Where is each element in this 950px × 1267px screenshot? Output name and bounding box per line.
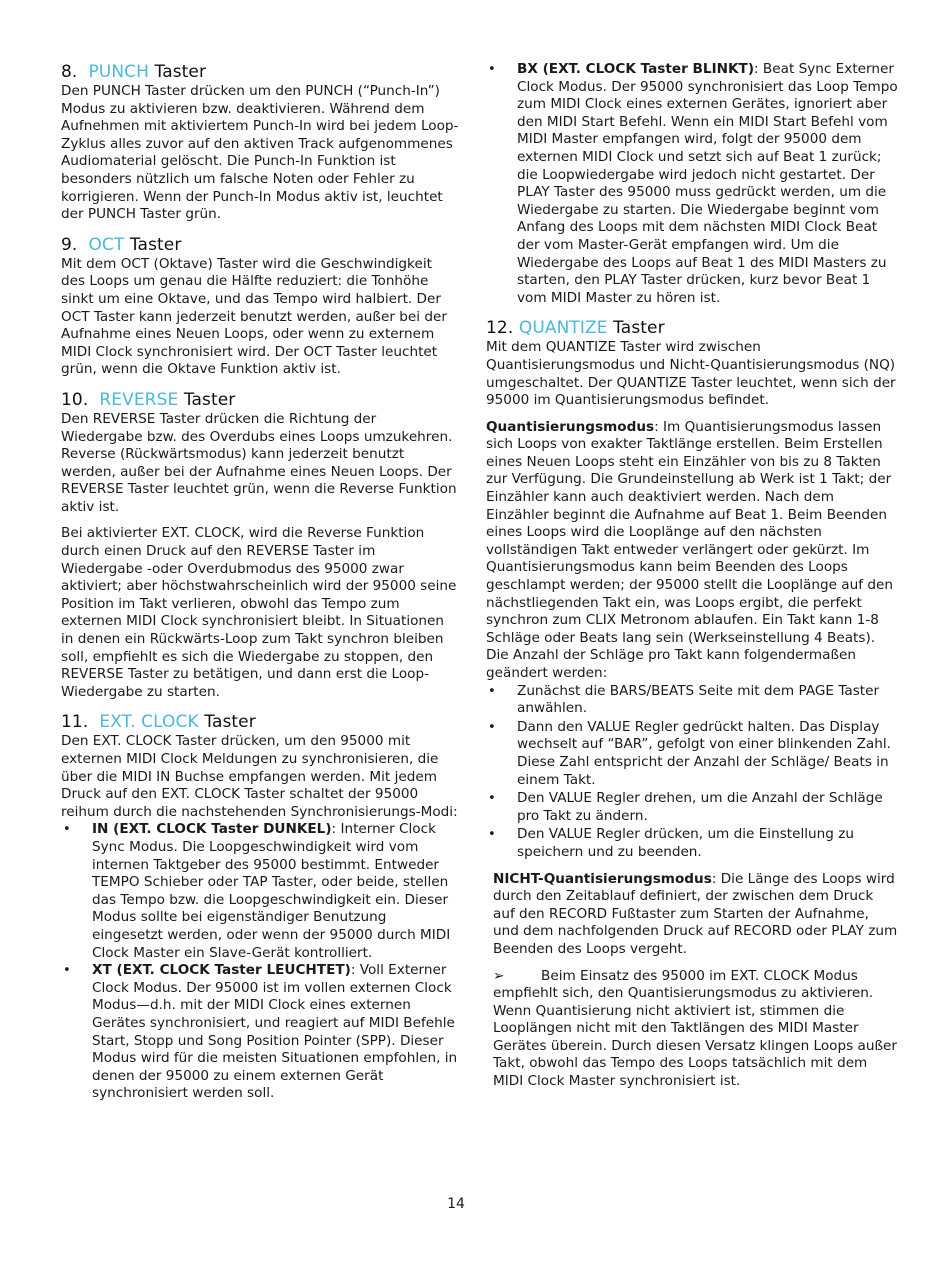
heading-keyword: QUANTIZE: [518, 318, 608, 339]
paragraph: Den REVERSE Taster drücken die Richtung der Wiedergabe bzw. des Overdubs eines Loops umzukehren. Reverse (Rückwärtsmodus) kann jederzeit benutzt werden, außer bei der Aufnahme eines Neuen Loops. Der REVERSE Taster leuchtet grün, wenn die Reverse Funktion aktiv ist.: [61, 410, 457, 515]
heading-keyword: EXT. CLOCK: [99, 712, 199, 733]
paragraph-text: : Die Länge des Loops wird durch den Zeitablauf definiert, der zwischen dem Druck auf den RECORD Fußtaster zum Starten der Aufnahme, und dem nachfolgenden Druck auf RECORD oder PLAY zum Beenden des Loops vergeht.: [493, 870, 898, 957]
section-number: 9.: [61, 234, 78, 255]
section-number: 10.: [61, 389, 89, 410]
section-punch: [61, 61, 459, 224]
paragraph: [486, 419, 898, 683]
heading-keyword: OCT: [88, 234, 125, 255]
section-oct: [61, 234, 459, 379]
section-heading: [486, 317, 898, 339]
list-item-term: XT (EXT. CLOCK Taster LEUCHTET): [92, 962, 351, 979]
list-item-text: : Voll Externer Clock Modus. Der 95000 ist im vollen externen Clock Modus—d.h. mit der MIDI Clock eines externen Gerätes synchronisiert, und reagiert auf MIDI Befehle Start, Stopp und Song Position Pointer (SPP). Dieser Modus wird für die meisten Situationen empfohlen, in denen der 95000 zu einem externen Gerät synchronisiert werden soll.: [92, 962, 458, 1102]
list-item-term: IN (EXT. CLOCK Taster DUNKEL): [92, 821, 332, 838]
term: Quantisierungsmodus: [486, 418, 655, 435]
sync-mode-list-continued: [486, 61, 898, 307]
section-reverse: [61, 389, 459, 702]
section-quantize: [486, 317, 898, 1090]
section-heading: [61, 234, 459, 256]
list-item: • Zunächst die BARS/BEATS Seite mit dem PAGE Taster anwählen.: [486, 683, 898, 718]
heading-rest: Taster: [607, 318, 665, 339]
section-heading: [61, 711, 459, 733]
tip-paragraph: [486, 968, 898, 1091]
paragraph: Mit dem OCT (Oktave) Taster wird die Geschwindigkeit des Loops um genau die Hälfte reduziert: die Tonhöhe sinkt um eine Oktave, und das Tempo wird halbiert. Der OCT Taster kann jederzeit benutzt werden, außer bei der Aufnahme eines Neuen Loops, oder wenn zu externem MIDI Clock synchronisiert wird. Der OCT Taster leuchtet grün, wenn die Oktave Funktion aktiv ist.: [61, 255, 447, 378]
section-number: 8.: [61, 62, 78, 82]
term: NICHT-Quantisierungsmodus: [493, 870, 712, 887]
section-heading: [61, 389, 459, 411]
list-item-term: BX (EXT. CLOCK Taster BLINKT): [517, 61, 755, 77]
list-item: • Dann den VALUE Regler gedrückt halten. Das Display wechselt auf “BAR”, gefolgt von einer blinkenden Zahl. Diese Zahl entspricht der Anzahl der Schläge/ Beats in einem Takt.: [486, 719, 898, 789]
list-item: • Den VALUE Regler drücken, um die Einstellung zu speichern und zu beenden.: [486, 826, 898, 861]
paragraph: Den PUNCH Taster drücken um den PUNCH (“Punch-In”) Modus zu aktivieren bzw. deaktivieren. Während dem Aufnehmen mit aktiviertem Punch-In wird bei jedem Loop-Zyklus alles zuvor auf den aktiven Track aufgenommenes Audiomaterial gelöscht. Die Punch-In Funktion ist besonders nützlich um falsche Noten oder Fehler zu korrigieren. Wenn der Punch-In Modus aktiv ist, leuchtet der PUNCH Taster grün.: [61, 83, 459, 223]
heading-rest: Taster: [149, 62, 207, 82]
paragraph: [486, 871, 898, 959]
list-item: [61, 821, 459, 962]
list-item: • Den VALUE Regler drehen, um die Anzahl der Schläge pro Takt zu ändern.: [486, 790, 898, 825]
right-column: [486, 61, 898, 1101]
paragraph: Den EXT. CLOCK Taster drücken, um den 95000 mit externen MIDI Clock Meldungen zu synchronisieren, die über die MIDI IN Buchse empfangen werden. Mit jedem Druck auf den EXT. CLOCK Taster schaltet der 95000 reihum durch die nachstehenden Synchronisierungs-Modi:: [61, 733, 458, 820]
heading-rest: Taster: [178, 389, 236, 410]
arrow-bullet-icon: ➢: [493, 967, 505, 984]
section-number: 11.: [61, 712, 89, 733]
heading-rest: Taster: [198, 712, 256, 733]
heading-rest: Taster: [124, 234, 182, 255]
page-number: 14: [447, 1196, 465, 1212]
section-number: 12.: [486, 318, 514, 339]
sync-mode-list: [61, 821, 459, 1103]
list-item: [486, 61, 898, 307]
paragraph: Bei aktivierter EXT. CLOCK, wird die Reverse Funktion durch einen Druck auf den REVERSE Taster im Wiedergabe -oder Overdubmodus des 95000 zwar aktiviert; aber höchstwahrscheinlich wird der 95000 seine Position im Takt verlieren, obwohl das Tempo zum externen MIDI Clock synchronisiert bleibt. In Situationen in denen ein Rückwärts-Loop zum Takt synchron bleiben soll, empfiehlt es sich die Wiedergabe zu stoppen, den REVERSE Taster zu betätigen, und dann erst die Loop-Wiedergabe zu starten.: [61, 525, 457, 700]
paragraph-text: : Im Quantisierungsmodus lassen sich Loops von exakter Taktlänge erstellen. Beim Erstellen eines Neuen Loops steht ein Einzähler von bis zu 8 Takten zur Verfügung. Die Grundeinstellung ab Werk ist 1 Takt; der Einzähler kann auch deaktiviert werden. Nach dem Einzähler beginnt die Aufnahme auf Beat 1. Beim Beenden eines Loops wird die Looplänge auf den nächsten vollständigen Takt entweder verlängert oder gekürzt. Im Quantisierungsmodus kann beim Beenden des Loops geschlampt werden; der 95000 stellt die Looplänge auf den nächstliegenden Takt ein, was Loops ergibt, die perfekt synchron zum CLIX Metronom ablaufen. Ein Takt kann 1-8 Schläge oder Beats lang sein (Werkseinstellung 4 Beats). Die Anzahl der Schläge pro Takt kann folgendermaßen geändert werden:: [486, 418, 893, 681]
paragraph-text: Beim Einsatz des 95000 im EXT. CLOCK Modus empfiehlt sich, den Quantisierungsmodus zu aktivieren. Wenn Quantisierung nicht aktiviert ist, stimmen die Looplängen nicht mit den Taktlängen des MIDI Master Gerätes überein. Durch diesen Versatz klingen Loops außer Takt, obwohl das Tempo des Loops tatsächlich mit dem MIDI Clock Master synchronisiert ist.: [493, 967, 897, 1090]
bx-mode-block: [486, 61, 898, 307]
list-item-text: : Beat Sync Externer Clock Modus. Der 95000 synchronisiert das Loop Tempo zum MIDI Clock eines externen Gerätes, ignoriert aber den MIDI Start Befehl. Wenn ein MIDI Start Befehl vom MIDI Master empfangen wird, folgt der 95000 dem externen MIDI Clock und setzt sich auf Beat 1 zurück; die Loopwiedergabe wird jedoch nicht gestartet. Der PLAY Taster des 95000 muss gedrückt werden, um die Wiedergabe zu starten. Die Wiedergabe beginnt vom Anfang des Loops mit dem nächsten MIDI Clock Beat der vom Master-Gerät empfangen wird. Um die Wiedergabe des Loops auf Beat 1 des MIDI Masters zu starten, den PLAY Taster drücken, kurz bevor Beat 1 vom MIDI Master zu hören ist.: [517, 61, 898, 306]
bar-beats-steps-list: [486, 683, 898, 862]
list-item-text: : Interner Clock Sync Modus. Die Loopgeschwindigkeit wird vom internen Taktgeber des 95000 bestimmt. Entweder TEMPO Schieber oder TAP Taster, oder beide, stellen das Tempo bzw. die Loopgeschwindigkeit ein. Dieser Modus sollte bei eigenständiger Benutzung eingesetzt werden, oder wenn der 95000 durch MIDI Clock Master ein Slave-Gerät kontrolliert.: [92, 821, 451, 961]
paragraph: Mit dem QUANTIZE Taster wird zwischen Quantisierungsmodus und Nicht-Quantisierungsmodus (NQ) umgeschaltet. Der QUANTIZE Taster leuchtet, wenn sich der 95000 im Quantisierungsmodus befindet.: [486, 339, 896, 409]
list-item: [61, 962, 459, 1103]
section-heading: [61, 61, 459, 83]
heading-keyword: PUNCH: [88, 62, 150, 82]
left-column: [61, 61, 459, 1113]
section-ext-clock: [61, 711, 459, 1102]
heading-keyword: REVERSE: [99, 389, 179, 410]
